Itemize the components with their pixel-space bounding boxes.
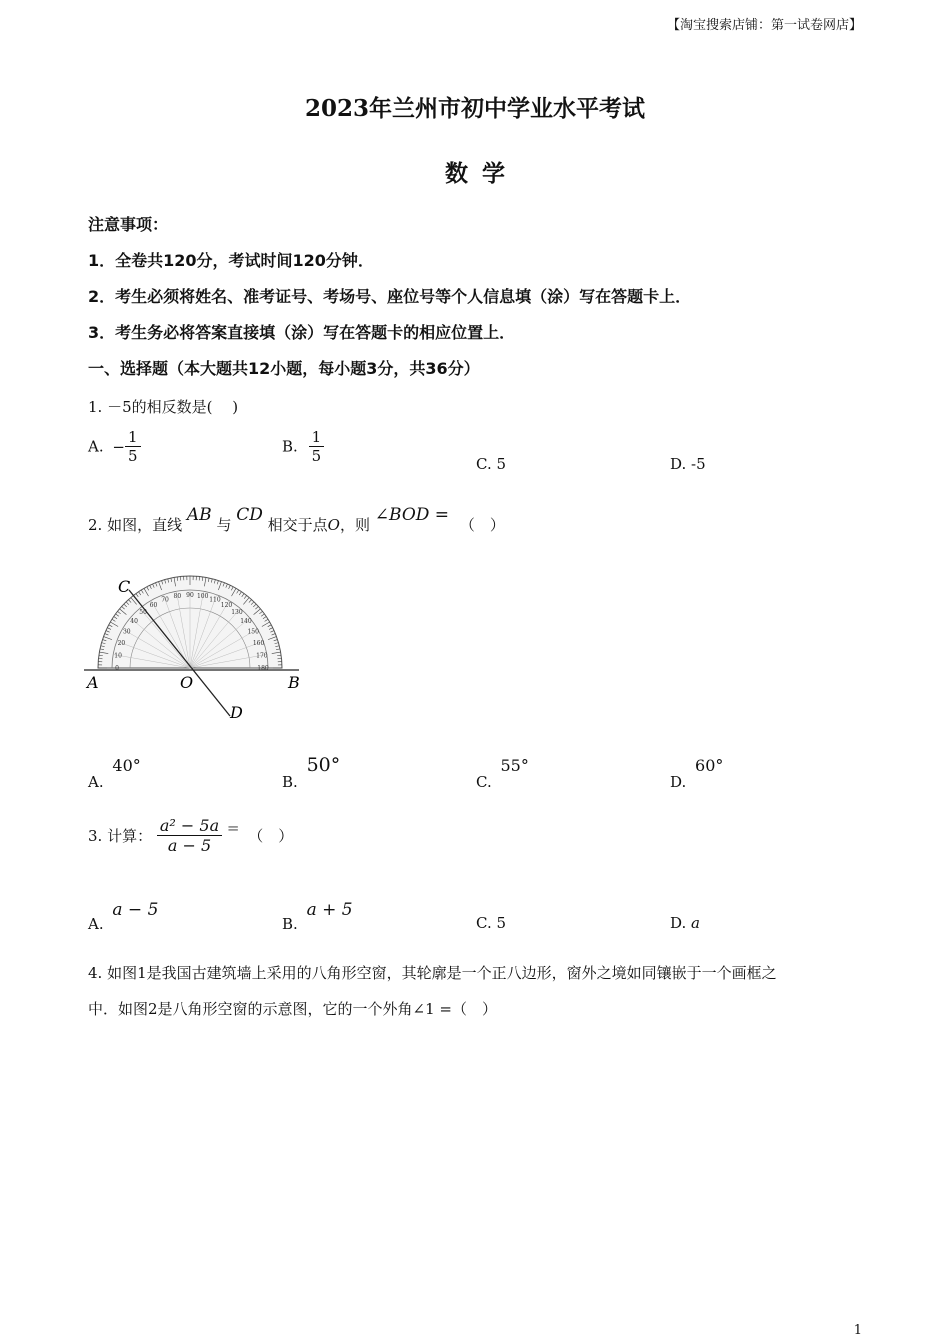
q2-option-c: C. 55° <box>476 756 529 791</box>
protractor-scale-label: 10 <box>114 652 122 660</box>
protractor-scale-label: 20 <box>117 640 126 648</box>
q2-option-b: B. 50° <box>282 754 341 791</box>
question-4-line-2: 中．如图2是八角形空窗的示意图，它的一个外角∠1 =（ ） <box>88 1000 497 1018</box>
protractor-figure <box>84 570 314 730</box>
label-d: D <box>230 703 243 722</box>
protractor-scale-label: 140 <box>240 618 252 626</box>
protractor-scale-label: 100 <box>196 593 209 601</box>
label-o: O <box>180 673 194 692</box>
label-b: B <box>288 673 300 692</box>
protractor-scale-label: 180 <box>257 665 269 672</box>
protractor-scale-label: 110 <box>209 596 221 604</box>
note-item: 3．考生务必将答案直接填（涂）写在答题卡的相应位置上． <box>88 323 516 342</box>
q3-option-c: C. 5 <box>476 914 507 932</box>
label-a: A <box>87 673 99 692</box>
header-note: 【淘宝搜索店铺：第一试卷网店】 <box>666 18 862 33</box>
protractor-scale-label: 80 <box>173 593 182 601</box>
q3-option-b: B. a + 5 <box>282 900 353 933</box>
protractor-scale-label: 30 <box>122 628 131 636</box>
notes-heading: 注意事项： <box>88 215 169 234</box>
protractor-scale-label: 170 <box>256 652 268 660</box>
question-4-line-1: 4. 如图1是我国古建筑墙上采用的八角形空窗，其轮廓是一个正八边形，窗外之境如同镶嵌于一个画框之 <box>88 964 777 982</box>
section-heading: 一、选择题（本大题共12小题，每小题3分，共36分） <box>88 359 480 378</box>
protractor-scale-label: 0 <box>115 665 119 672</box>
q1-option-d: D. -5 <box>670 455 706 473</box>
protractor-scale-label: 130 <box>231 609 243 617</box>
protractor-scale-label: 60 <box>149 601 158 609</box>
q3-option-a: A. a − 5 <box>88 900 159 933</box>
q3-option-d: D. a <box>670 914 700 932</box>
q1-option-a: A. − $\frac{1}{5}$ <box>88 428 141 465</box>
note-item: 1．全卷共120分，考试时间120分钟． <box>88 251 374 270</box>
protractor-scale-label: 90 <box>186 592 194 599</box>
question-1-stem: 1. －5的相反数是( ) <box>88 398 239 416</box>
q1-option-c: C. 5 <box>476 455 507 473</box>
protractor-scale-label: 70 <box>161 596 169 604</box>
subject-title: 数学 <box>445 160 519 187</box>
protractor-scale-label: 50 <box>139 609 147 617</box>
page-number: 1 <box>853 1323 862 1338</box>
q1-option-b: B. $\frac{1}{5}$ <box>282 428 324 465</box>
exam-title: 2023年兰州市初中学业水平考试 <box>304 95 645 122</box>
question-3-stem: 3. 计算： $\frac{\text{a² − 5a}}{a - 5}$ = （ ） <box>88 816 294 855</box>
note-item: 2．考生必须将姓名、准考证号、考场号、座位号等个人信息填（涂）写在答题卡上． <box>88 287 692 306</box>
protractor-scale-label: 160 <box>252 640 265 648</box>
protractor-scale-label: 150 <box>247 628 259 636</box>
q2-option-d: D. 60° <box>670 756 724 791</box>
label-c: C <box>118 577 131 596</box>
protractor-scale-label: 40 <box>130 618 138 626</box>
q2-option-a: A. 40° <box>88 756 141 791</box>
protractor-scale-label: 120 <box>220 601 233 609</box>
question-2-stem: 2. 如图，直线 AB 与 CD 相交于点O，则 ∠BOD = （ ） <box>88 505 505 534</box>
